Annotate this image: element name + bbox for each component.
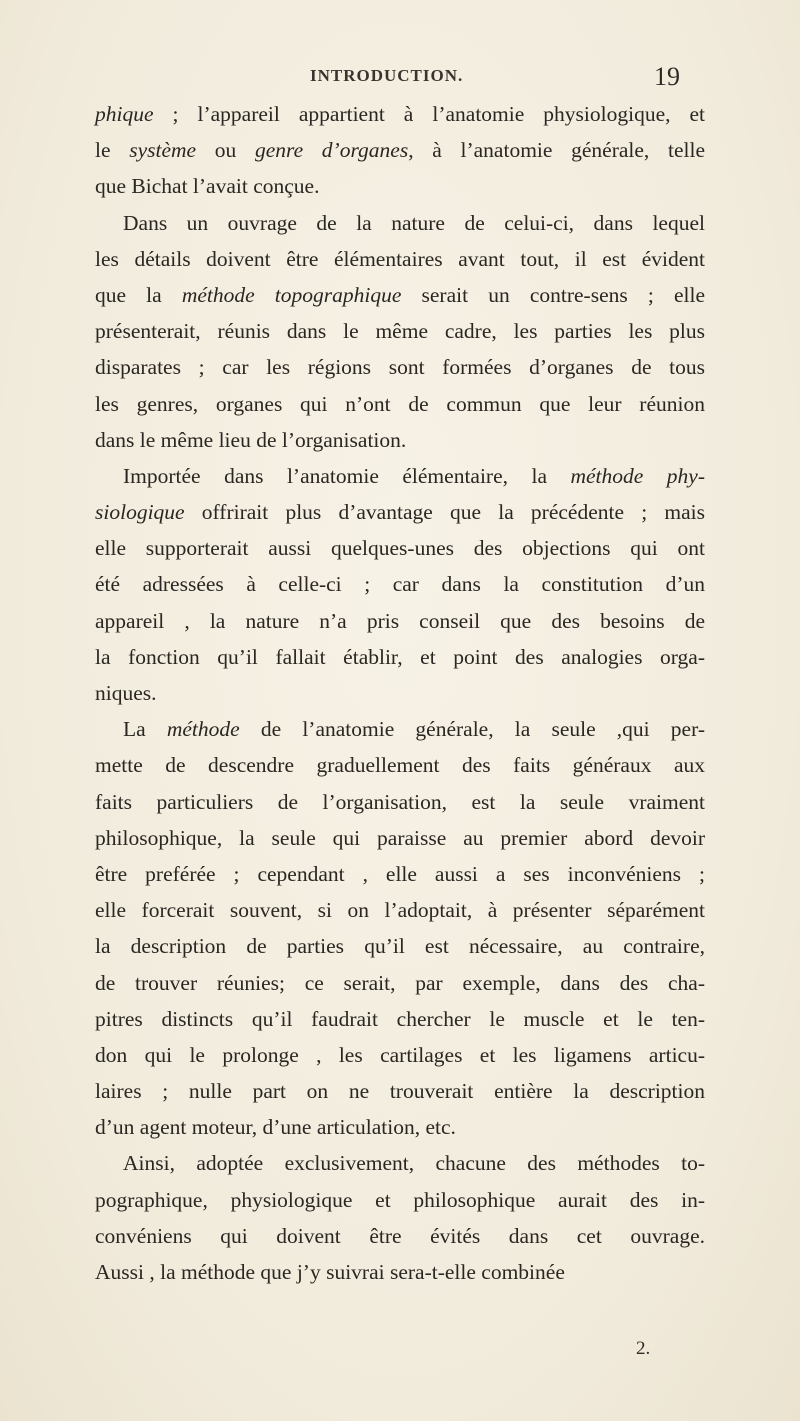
text-line (95, 1145, 705, 1181)
text-run: été adressées à celle-ci ; car dans la constitution d’un (95, 572, 705, 597)
text-run: présenterait, réunis dans le même cadre, les parties les plus (95, 319, 705, 344)
text-run: , à l’anatomie générale, telle (408, 138, 705, 163)
text-run: pitres distincts qu’il faudrait chercher le muscle et le ten- (95, 1006, 705, 1031)
text-line (95, 530, 705, 566)
text-run: disparates ; car les régions sont formées d’organes de tous (95, 355, 705, 380)
text-line (95, 1073, 705, 1109)
italic-term: système (129, 138, 197, 163)
text-line (95, 566, 705, 602)
text-line (95, 205, 705, 241)
text-run: convéniens qui doivent être évités dans cet ouvrage. (95, 1223, 705, 1248)
italic-term: genre d’organes (254, 138, 409, 163)
text-line (95, 241, 705, 277)
text-run: de l’anatomie générale, la seule ,qui per- (239, 717, 705, 742)
text-run: les genres, organes qui n’ont de commun que leur réunion (95, 391, 705, 416)
text-run: Aussi , la méthode que j’y suivrai sera-t-elle combinée (95, 1260, 565, 1284)
text-line (95, 277, 705, 313)
italic-term: méthode (166, 717, 240, 742)
running-title: INTRODUCTION. (310, 66, 464, 85)
text-run: mette de descendre graduellement des faits généraux aux (95, 753, 705, 778)
text-run: Ainsi, adoptée exclusivement, chacune des méthodes to- (123, 1151, 705, 1176)
text-run: d’un agent moteur, d’une articulation, etc. (95, 1115, 456, 1140)
text-run: que Bichat l’avait conçue. (95, 174, 320, 199)
text-run: elle forcerait souvent, si on l’adoptait, à présenter séparément (95, 898, 705, 923)
text-line (95, 1037, 705, 1073)
text-run: les détails doivent être élémentaires avant tout, il est évident (95, 246, 705, 271)
text-line (95, 711, 705, 747)
text-line (95, 675, 705, 711)
text-line (95, 349, 705, 385)
text-line (95, 132, 705, 168)
page-number: 19 (654, 62, 680, 91)
text-run: pographique, physiologique et philosophique aurait des in- (95, 1187, 705, 1212)
text-run: Importée dans l’anatomie élémentaire, la (123, 463, 571, 488)
text-run: ou (196, 138, 255, 163)
text-line (95, 1254, 705, 1290)
text-line (95, 386, 705, 422)
text-line (95, 965, 705, 1001)
text-run: niques. (95, 681, 157, 705)
text-run: don qui le prolonge , les cartilages et les ligamens articu- (95, 1042, 705, 1067)
text-run: la description de parties qu’il est nécessaire, au contraire, (95, 934, 705, 959)
text-line (95, 820, 705, 856)
text-run: le (95, 138, 130, 163)
text-line (95, 892, 705, 928)
text-run: philosophique, la seule qui paraisse au premier abord devoir (95, 825, 705, 850)
text-run: de trouver réunies; ce serait, par exemple, dans des cha- (95, 970, 705, 995)
text-line (95, 639, 705, 675)
text-line (95, 96, 705, 132)
text-run: que la (95, 282, 182, 307)
text-run: être preférée ; cependant , elle aussi a ses inconvéniens ; (95, 861, 705, 886)
italic-term: siologique (95, 500, 185, 525)
signature-mark: 2. (636, 1338, 651, 1359)
running-head (0, 62, 800, 92)
text-line (95, 313, 705, 349)
text-run: offrirait plus d’avantage que la précédente ; mais (184, 500, 705, 525)
text-line (95, 494, 705, 530)
text-line (95, 603, 705, 639)
text-line (95, 928, 705, 964)
text-run: laires ; nulle part on ne trouverait entière la description (95, 1079, 705, 1104)
italic-term: méthode phy- (570, 463, 705, 488)
italic-term: méthode topographique (181, 282, 402, 307)
text-line (95, 422, 705, 458)
text-run: La (123, 717, 167, 742)
text-line (95, 1182, 705, 1218)
text-line (95, 458, 705, 494)
text-run: ; l’appareil appartient à l’anatomie physiologique, et (153, 102, 705, 126)
text-line (95, 784, 705, 820)
text-line (95, 1218, 705, 1254)
italic-term: phique (95, 102, 154, 126)
text-line (95, 168, 705, 204)
text-run: faits particuliers de l’organisation, est la seule vraiment (95, 789, 705, 814)
text-run: appareil , la nature n’a pris conseil que des besoins de (95, 608, 705, 633)
body-text (95, 96, 705, 1290)
text-run: Dans un ouvrage de la nature de celui-ci, dans lequel (123, 210, 705, 235)
text-line (95, 1109, 705, 1145)
text-run: dans le même lieu de l’organisation. (95, 427, 407, 452)
text-line (95, 856, 705, 892)
text-run: elle supporterait aussi quelques-unes des objections qui ont (95, 536, 705, 561)
text-run: serait un contre-sens ; elle (401, 282, 705, 307)
text-line (95, 747, 705, 783)
text-run: la fonction qu’il fallait établir, et point des analogies orga- (95, 644, 705, 669)
text-line (95, 1001, 705, 1037)
